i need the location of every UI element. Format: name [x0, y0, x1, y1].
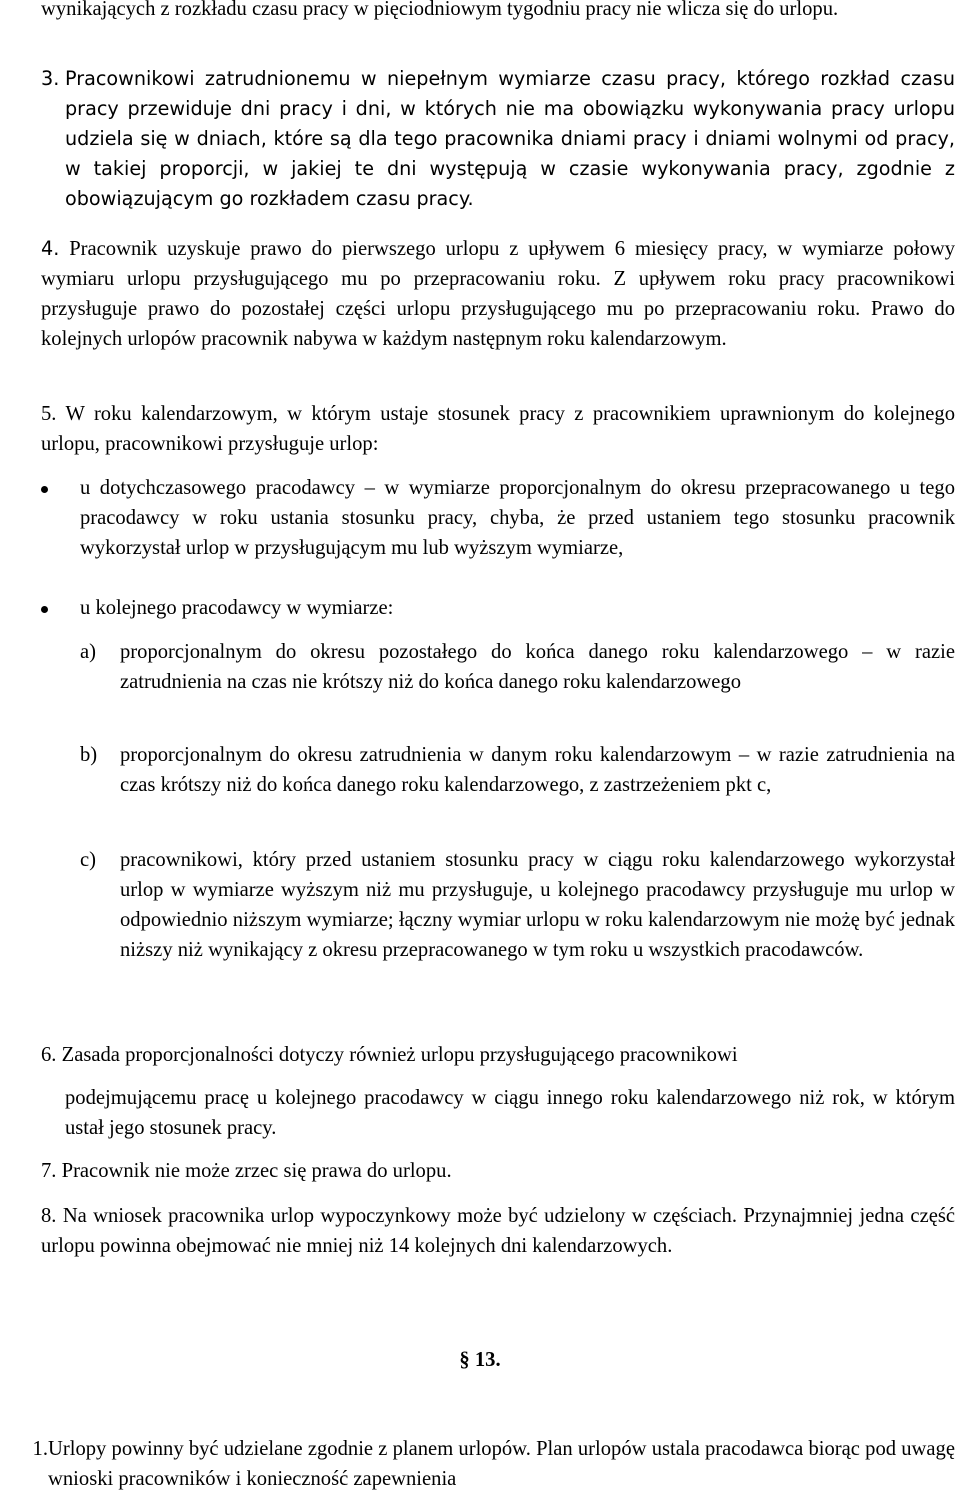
- item-8-number: 8.: [41, 1205, 57, 1227]
- item-5-text-content: W roku kalendarzowym, w którym ustaje stosunek pracy z pracownikiem uprawnionym do kolejnego urlopu, pracownikowi przysługuje urlop:: [41, 403, 955, 455]
- item-7: [41, 1156, 955, 1186]
- s13-item-1-number: 1.: [32, 1438, 48, 1460]
- item-6-line1: Zasada proporcjonalności dotyczy również urlopu przysługującego pracownikowi: [61, 1044, 738, 1066]
- item-5-number: 5.: [41, 403, 57, 425]
- subitem-c: [80, 845, 955, 965]
- item-8: [41, 1201, 955, 1261]
- item-3: [41, 64, 955, 214]
- subitem-a: [80, 637, 955, 697]
- item-7-text: Pracownik nie może zrzec się prawa do urlopu.: [61, 1160, 452, 1182]
- bullet-icon: [41, 486, 48, 493]
- item-3-number: 3.: [41, 67, 60, 90]
- subitem-c-label: c): [80, 849, 96, 871]
- item-6-rest: podejmującemu pracę u kolejnego pracodawcy w ciągu innego roku kalendarzowego niż rok, w którym ustał jego stosunek pracy.: [65, 1087, 955, 1139]
- item-3-text: [65, 64, 955, 214]
- bullet-item-1: u dotychczasowego pracodawcy – w wymiarze proporcjonalnym do okresu przepracowanego u tego pracodawcy w roku ustania stosunku pracy, chyba, że przed ustaniem tego stosunku pracownik wykorzystał urlop w przysługującym mu lub wyższym wymiarze,: [80, 477, 955, 559]
- item-4-text: [41, 234, 955, 354]
- subitem-b-text: proporcjonalnym do okresu zatrudnienia w danym roku kalendarzowym – w razie zatrudnienia na czas krótszy niż do końca danego roku kalendarzowego, z zastrzeżeniem pkt c,: [120, 744, 955, 796]
- bullet-item-2: u kolejnego pracodawcy w wymiarze:: [80, 597, 394, 619]
- section-number: 13.: [474, 1349, 501, 1371]
- item-8-text: Na wniosek pracownika urlop wypoczynkowy może być udzielony w częściach. Przynajmniej jedna część urlopu powinna obejmować nie mniej niż 14 kolejnych dni kalendarzowych.: [41, 1205, 955, 1257]
- item-6-first-line: [41, 1040, 955, 1070]
- item-3-text-content: Pracownikowi zatrudnionemu w niepełnym wymiarze czasu pracy, którego rozkład czasu pracy przewiduje dni pracy i dni, w których nie ma obowiązku wykonywania pracy urlopu udziela się w dniach, które są dla tego pracownika dniami pracy i dniami wolnymi od pracy, w takiej proporcji, w jakiej te dni występują w czasie wykonywania pracy, zgodnie z obowiązującym go rozkładem czasu pracy.: [65, 67, 955, 210]
- subitem-b: [80, 740, 955, 800]
- section-mark: §: [459, 1349, 470, 1371]
- item-4-number: 4.: [41, 237, 60, 260]
- subitem-b-label: b): [80, 744, 98, 766]
- subitem-a-text: proporcjonalnym do okresu pozostałego do końca danego roku kalendarzowego – w razie zatrudnienia na czas nie krótszy niż do końca danego roku kalendarzowego: [120, 641, 955, 693]
- item-4-text-content: Pracownik uzyskuje prawo do pierwszego urlopu z upływem 6 miesięcy pracy, w wymiarze połowy wymiaru urlopu przysługującego mu po przepracowaniu roku. Z upływem roku pracy pracownikowi przysługuje prawo do pozostałej części urlopu przysługującego mu po przepracowaniu roku. Prawo do kolejnych urlopów pracownik nabywa w każdym następnym roku kalendarzowym.: [41, 238, 955, 350]
- item-4: [41, 234, 955, 354]
- bullet-icon: [41, 606, 48, 613]
- item-5: [41, 399, 955, 459]
- s13-item-1-text: Urlopy powinny być udzielane zgodnie z planem urlopów. Plan urlopów ustala pracodawca biorąc pod uwagę wnioski pracowników i konieczność zapewnienia: [48, 1438, 955, 1490]
- s13-item-1: [8, 1434, 955, 1494]
- subitem-c-text: pracownikowi, który przed ustaniem stosunku pracy w ciągu roku kalendarzowego wykorzystał urlop w wymiarze wyższym niż mu przysługuje, u kolejnego pracodawcy przysługuje mu urlop w odpowiednio niższym wymiarze; łączny wymiar urlopu w roku kalendarzowym nie możę być jednak niższy niż wynikający z okresu przepracowanego w tym roku u wszystkich pracodawców.: [120, 849, 955, 961]
- continuation-paragraph: wynikających z rozkładu czasu pracy w pięciodniowym tygodniu pracy nie wlicza się do urlopu.: [41, 0, 839, 20]
- item-7-number: 7.: [41, 1160, 57, 1182]
- section-heading: [0, 1345, 960, 1375]
- item-5-text: [41, 399, 955, 459]
- subitem-a-label: a): [80, 641, 96, 663]
- item-6-number: 6.: [41, 1044, 57, 1066]
